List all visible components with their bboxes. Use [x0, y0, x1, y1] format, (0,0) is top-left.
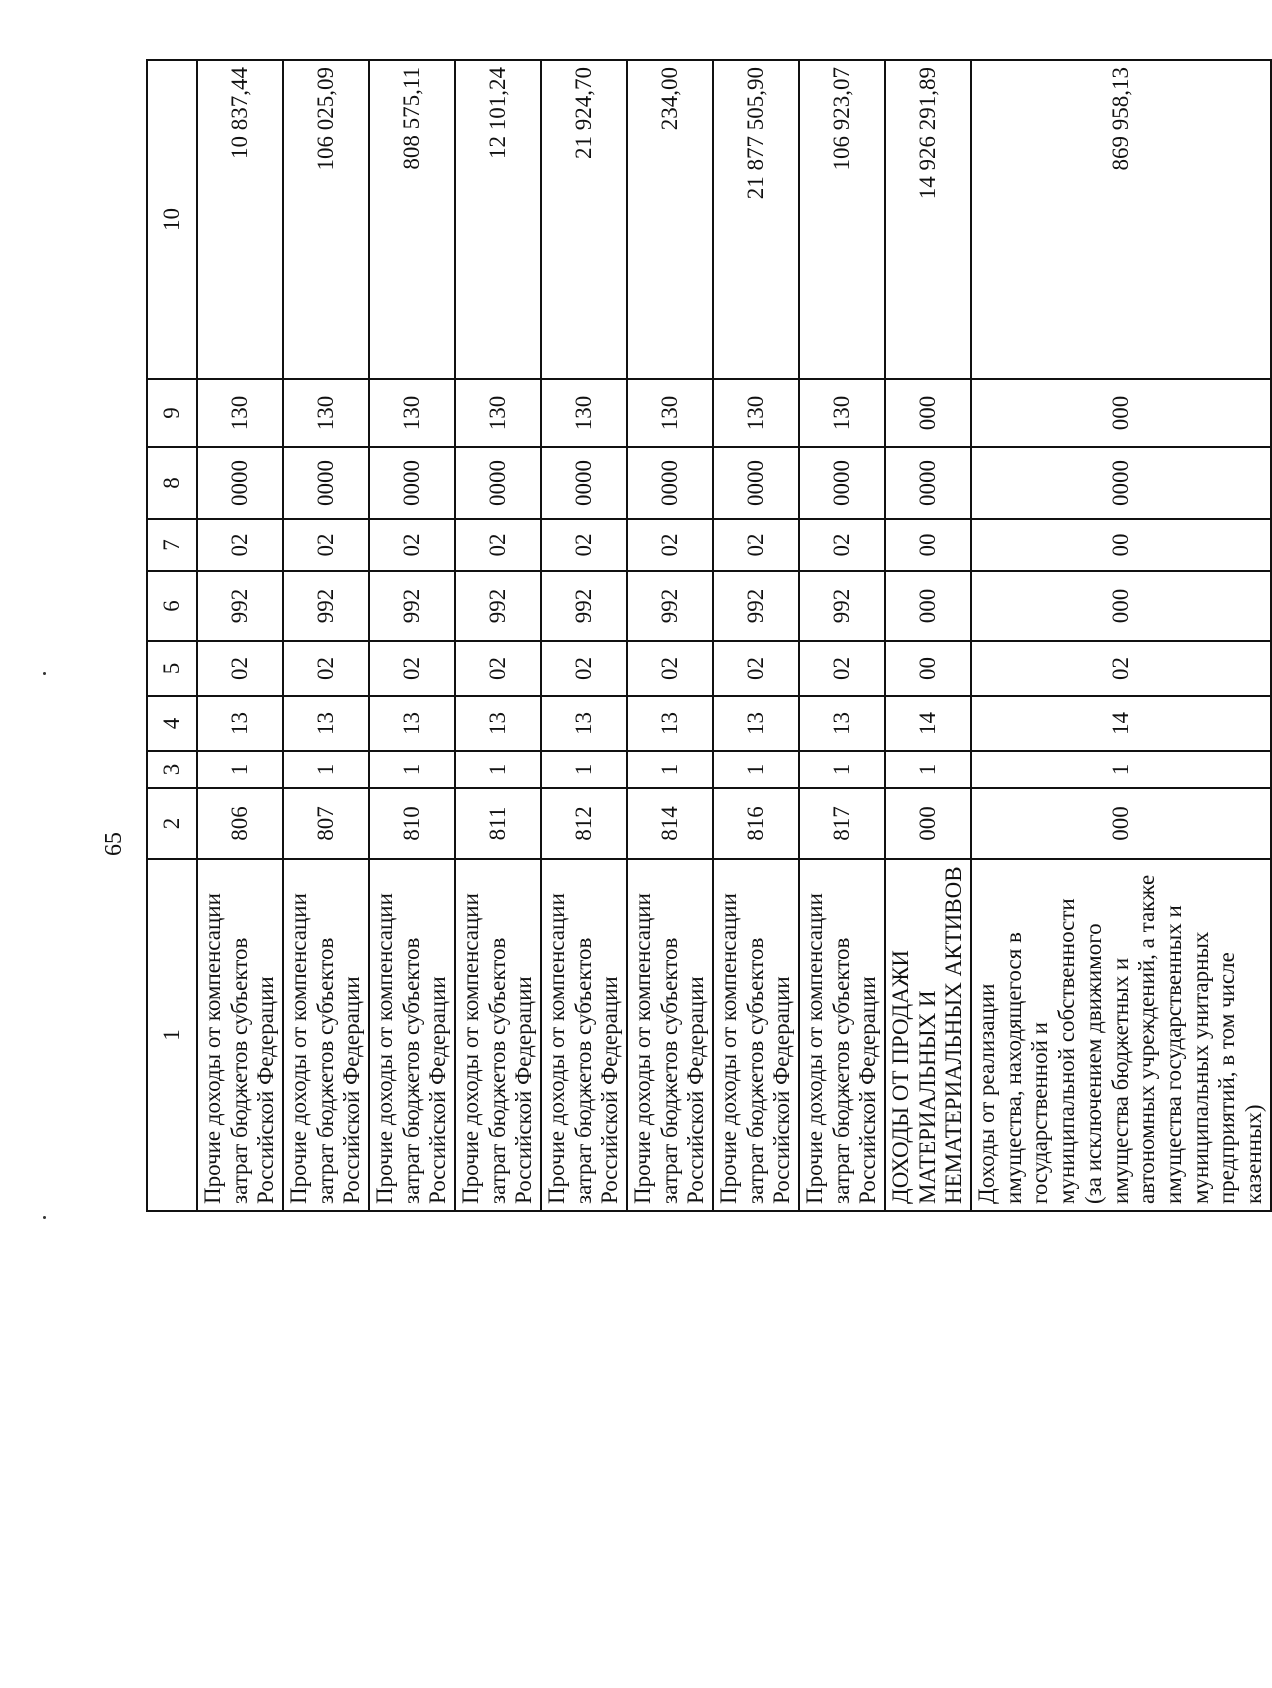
- table-row: [197, 60, 283, 1211]
- table-row: [799, 60, 885, 1211]
- cell-col3: 1: [369, 751, 455, 788]
- cell-col3: 1: [541, 751, 627, 788]
- cell-col5: 02: [369, 641, 455, 696]
- cell-col2: 807: [283, 788, 369, 859]
- table-row-section: [885, 60, 971, 1211]
- cell-col6: 992: [455, 571, 541, 641]
- cell-col9: 130: [369, 379, 455, 447]
- cell-col6: 992: [283, 571, 369, 641]
- table-row: [283, 60, 369, 1211]
- cell-col5: 02: [627, 641, 713, 696]
- scan-speck: [43, 672, 46, 675]
- cell-col9: 130: [283, 379, 369, 447]
- cell-col7: 02: [369, 519, 455, 571]
- row-description: Прочие доходы от компенсации затрат бюджетов субъектов Российской Федерации: [627, 859, 713, 1211]
- cell-col4: 13: [541, 696, 627, 751]
- cell-col4: 13: [455, 696, 541, 751]
- cell-col3: 1: [713, 751, 799, 788]
- cell-col2: 814: [627, 788, 713, 859]
- cell-col4: 13: [713, 696, 799, 751]
- row-description: Прочие доходы от компенсации затрат бюджетов субъектов Российской Федерации: [283, 859, 369, 1211]
- row-description: Прочие доходы от компенсации затрат бюджетов субъектов Российской Федерации: [541, 859, 627, 1211]
- cell-col7: 02: [197, 519, 283, 571]
- cell-col8: 0000: [455, 447, 541, 519]
- section-heading: ДОХОДЫ ОТ ПРОДАЖИ МАТЕРИАЛЬНЫХ И НЕМАТЕРИАЛЬНЫХ АКТИВОВ: [885, 859, 971, 1211]
- column-header: 1: [147, 859, 197, 1211]
- table-row: [369, 60, 455, 1211]
- cell-col4: 14: [971, 696, 1270, 751]
- row-description: Прочие доходы от компенсации затрат бюджетов субъектов Российской Федерации: [799, 859, 885, 1211]
- cell-col7: 02: [713, 519, 799, 571]
- cell-col3: 1: [971, 751, 1270, 788]
- cell-col5: 02: [197, 641, 283, 696]
- cell-amount: 10 837,44: [197, 60, 283, 379]
- cell-col8: 0000: [541, 447, 627, 519]
- cell-amount: 808 575,11: [369, 60, 455, 379]
- cell-amount: 106 923,07: [799, 60, 885, 379]
- cell-col7: 02: [455, 519, 541, 571]
- cell-col8: 0000: [627, 447, 713, 519]
- cell-col7: 02: [627, 519, 713, 571]
- table-row: [541, 60, 627, 1211]
- column-header: 9: [147, 379, 197, 447]
- cell-col5: 02: [971, 641, 1270, 696]
- revenue-table: [146, 59, 1272, 1212]
- cell-col6: 992: [197, 571, 283, 641]
- cell-col3: 1: [799, 751, 885, 788]
- cell-col8: 0000: [799, 447, 885, 519]
- column-header: 4: [147, 696, 197, 751]
- cell-col7: 02: [283, 519, 369, 571]
- cell-col2: 811: [455, 788, 541, 859]
- cell-col7: 02: [799, 519, 885, 571]
- column-header: 8: [147, 447, 197, 519]
- cell-col3: 1: [627, 751, 713, 788]
- cell-col6: 992: [799, 571, 885, 641]
- cell-col3: 1: [885, 751, 971, 788]
- cell-col6: 000: [971, 571, 1270, 641]
- cell-amount: 21 924,70: [541, 60, 627, 379]
- cell-col7: 02: [541, 519, 627, 571]
- row-description: Прочие доходы от компенсации затрат бюджетов субъектов Российской Федерации: [197, 859, 283, 1211]
- cell-col4: 13: [627, 696, 713, 751]
- cell-col7: 00: [885, 519, 971, 571]
- cell-col8: 0000: [197, 447, 283, 519]
- cell-amount: 234,00: [627, 60, 713, 379]
- row-description: Прочие доходы от компенсации затрат бюджетов субъектов Российской Федерации: [455, 859, 541, 1211]
- cell-col2: 817: [799, 788, 885, 859]
- cell-col4: 13: [197, 696, 283, 751]
- cell-col5: 02: [541, 641, 627, 696]
- cell-col9: 000: [885, 379, 971, 447]
- row-description: Прочие доходы от компенсации затрат бюджетов субъектов Российской Федерации: [713, 859, 799, 1211]
- cell-col6: 992: [713, 571, 799, 641]
- cell-col5: 02: [283, 641, 369, 696]
- column-header: 5: [147, 641, 197, 696]
- table-row: [971, 60, 1270, 1211]
- column-header: 2: [147, 788, 197, 859]
- cell-amount: 12 101,24: [455, 60, 541, 379]
- cell-col5: 00: [885, 641, 971, 696]
- cell-col4: 13: [283, 696, 369, 751]
- cell-col2: 816: [713, 788, 799, 859]
- cell-col4: 13: [369, 696, 455, 751]
- cell-col2: 812: [541, 788, 627, 859]
- cell-col3: 1: [197, 751, 283, 788]
- cell-col9: 130: [197, 379, 283, 447]
- cell-col4: 13: [799, 696, 885, 751]
- cell-col9: 130: [541, 379, 627, 447]
- cell-amount: 14 926 291,89: [885, 60, 971, 379]
- cell-col9: 130: [627, 379, 713, 447]
- column-header: 3: [147, 751, 197, 788]
- table-row: [455, 60, 541, 1211]
- cell-col8: 0000: [369, 447, 455, 519]
- cell-col2: 810: [369, 788, 455, 859]
- cell-amount: 21 877 505,90: [713, 60, 799, 379]
- table-row: [627, 60, 713, 1211]
- cell-col2: 806: [197, 788, 283, 859]
- cell-col9: 130: [455, 379, 541, 447]
- cell-col3: 1: [455, 751, 541, 788]
- cell-col8: 0000: [283, 447, 369, 519]
- cell-col5: 02: [455, 641, 541, 696]
- row-description: Прочие доходы от компенсации затрат бюджетов субъектов Российской Федерации: [369, 859, 455, 1211]
- cell-col8: 0000: [971, 447, 1270, 519]
- cell-col8: 0000: [713, 447, 799, 519]
- cell-amount: 106 025,09: [283, 60, 369, 379]
- cell-col6: 992: [369, 571, 455, 641]
- cell-col2: 000: [885, 788, 971, 859]
- cell-col6: 992: [541, 571, 627, 641]
- table-container: [146, 61, 1266, 1212]
- cell-col9: 000: [971, 379, 1270, 447]
- cell-col5: 02: [713, 641, 799, 696]
- cell-col9: 130: [713, 379, 799, 447]
- column-header: 6: [147, 571, 197, 641]
- cell-col6: 992: [627, 571, 713, 641]
- column-header: 10: [147, 60, 197, 379]
- cell-col9: 130: [799, 379, 885, 447]
- cell-col8: 0000: [885, 447, 971, 519]
- cell-col7: 00: [971, 519, 1270, 571]
- table-row: [713, 60, 799, 1211]
- cell-col2: 000: [971, 788, 1270, 859]
- scan-speck: [43, 1216, 46, 1219]
- column-header: 7: [147, 519, 197, 571]
- cell-col4: 14: [885, 696, 971, 751]
- cell-col6: 000: [885, 571, 971, 641]
- cell-col5: 02: [799, 641, 885, 696]
- cell-col3: 1: [283, 751, 369, 788]
- header-row: [147, 60, 197, 1211]
- row-description: Доходы от реализации имущества, находящегося в государственной и муниципальной собственности (за исключением движимого имущества бюджетных и автономных учреждений, а также имущества государственных и муниципальных унитарных предприятий, в том числе казенных): [971, 859, 1270, 1211]
- cell-amount: 869 958,13: [971, 60, 1270, 379]
- page-number: 65: [101, 832, 127, 856]
